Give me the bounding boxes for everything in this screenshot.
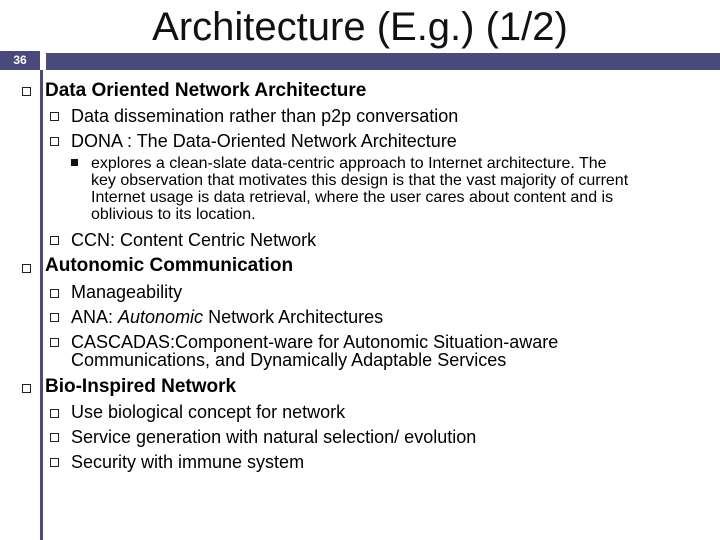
item1-sub3: CCN: Content Centric Network bbox=[71, 230, 317, 250]
item3-sub2: Service generation with natural selection/ evolution bbox=[71, 427, 477, 447]
item1-detail-line4: oblivious to its location. bbox=[91, 206, 256, 223]
left-rule bbox=[40, 70, 43, 540]
item1-detail-line1: explores a clean-slate data-centric approach to Internet architecture. The bbox=[91, 155, 607, 172]
item1-detail-line3: Internet usage is data retrieval, where the user cares about content and is bbox=[91, 189, 614, 206]
bullet-box-icon bbox=[50, 409, 59, 418]
slide-number: 36 bbox=[13, 53, 27, 67]
bullet-box-icon bbox=[50, 236, 59, 245]
item2-sub2-italic: Autonomic bbox=[118, 307, 204, 327]
bullet-box-icon bbox=[50, 313, 59, 322]
bullet-box-icon bbox=[22, 384, 31, 393]
bullet-box-icon bbox=[50, 137, 59, 146]
item1-label: Data Oriented Network Architecture bbox=[45, 80, 367, 101]
item2-sub2-suffix: Network Architectures bbox=[203, 307, 384, 327]
item1-detail-line2: key observation that motivates this design is that the vast majority of current bbox=[91, 172, 629, 189]
item2-sub3-line2: Communications, and Dynamically Adaptable Services bbox=[71, 350, 507, 370]
bullet-box-icon bbox=[22, 264, 31, 273]
bullet-box-icon bbox=[50, 458, 59, 467]
item2-sub2-prefix: ANA: bbox=[71, 307, 119, 327]
item1-sub1: Data dissemination rather than p2p conversation bbox=[71, 106, 459, 126]
slide-title: Architecture (E.g.) (1/2) bbox=[152, 5, 568, 49]
item3-sub3: Security with immune system bbox=[71, 452, 305, 472]
bullet-box-icon bbox=[22, 87, 31, 96]
item2-sub1: Manageability bbox=[71, 282, 183, 302]
bullet-box-icon bbox=[50, 289, 59, 298]
bullet-box-icon bbox=[50, 112, 59, 121]
item3-sub1: Use biological concept for network bbox=[71, 402, 346, 422]
item2-label: Autonomic Communication bbox=[45, 255, 294, 276]
item1-sub2: DONA : The Data-Oriented Network Architecture bbox=[71, 131, 457, 151]
bullet-box-icon bbox=[50, 433, 59, 442]
header-bar bbox=[46, 53, 720, 70]
bullet-box-icon bbox=[50, 338, 59, 347]
item2-sub3-line1: CASCADAS:Component-ware for Autonomic Situation-aware bbox=[71, 332, 559, 352]
item3-label: Bio-Inspired Network bbox=[45, 376, 237, 397]
bullet-square-icon bbox=[71, 159, 78, 166]
item2-sub2 bbox=[71, 306, 383, 328]
